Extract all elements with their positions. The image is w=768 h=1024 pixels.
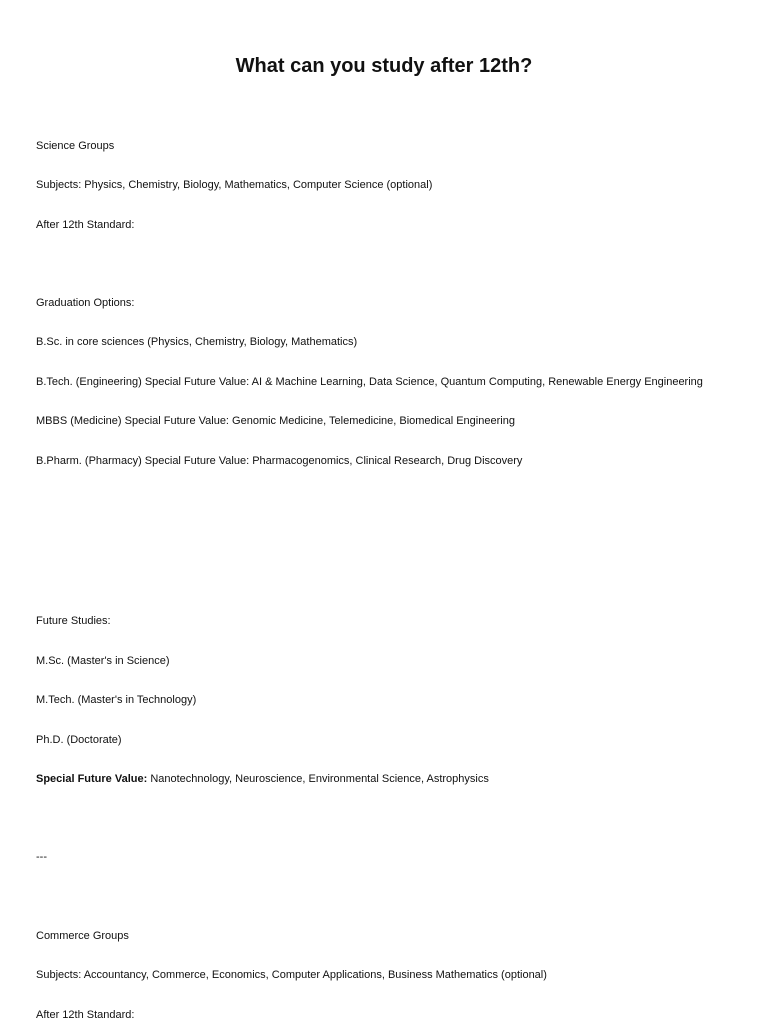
commerce-subjects: Subjects: Accountancy, Commerce, Economics, Computer Applications, Business Mathematics (optional) bbox=[36, 969, 547, 981]
graduation-option: B.Tech. (Engineering) Special Future Value: AI & Machine Learning, Data Science, Quantum Computing, Renewable Energy Engineering bbox=[36, 376, 703, 388]
graduation-options-heading: Graduation Options: bbox=[36, 297, 135, 309]
future-study-option: M.Tech. (Master's in Technology) bbox=[36, 694, 197, 706]
commerce-groups-heading: Commerce Groups bbox=[36, 930, 129, 942]
future-study-option: Ph.D. (Doctorate) bbox=[36, 734, 122, 746]
future-study-option: M.Sc. (Master's in Science) bbox=[36, 655, 170, 667]
special-future-value bbox=[36, 772, 489, 786]
graduation-option: B.Sc. in core sciences (Physics, Chemistry, Biology, Mathematics) bbox=[36, 336, 358, 348]
science-groups-heading: Science Groups bbox=[36, 140, 115, 152]
section-separator: --- bbox=[36, 851, 47, 863]
future-studies-heading: Future Studies: bbox=[36, 615, 111, 627]
graduation-option: MBBS (Medicine) Special Future Value: Genomic Medicine, Telemedicine, Biomedical Engineering bbox=[36, 415, 515, 427]
science-subjects: Subjects: Physics, Chemistry, Biology, Mathematics, Computer Science (optional) bbox=[36, 179, 433, 191]
special-future-value-text: Nanotechnology, Neuroscience, Environmental Science, Astrophysics bbox=[147, 773, 489, 785]
special-future-value-label: Special Future Value: bbox=[36, 773, 148, 785]
graduation-option: B.Pharm. (Pharmacy) Special Future Value: Pharmacogenomics, Clinical Research, Drug Discovery bbox=[36, 455, 523, 467]
page-title: What can you study after 12th? bbox=[235, 55, 533, 77]
commerce-after-12th: After 12th Standard: bbox=[36, 1009, 135, 1021]
science-after-12th: After 12th Standard: bbox=[36, 219, 135, 231]
